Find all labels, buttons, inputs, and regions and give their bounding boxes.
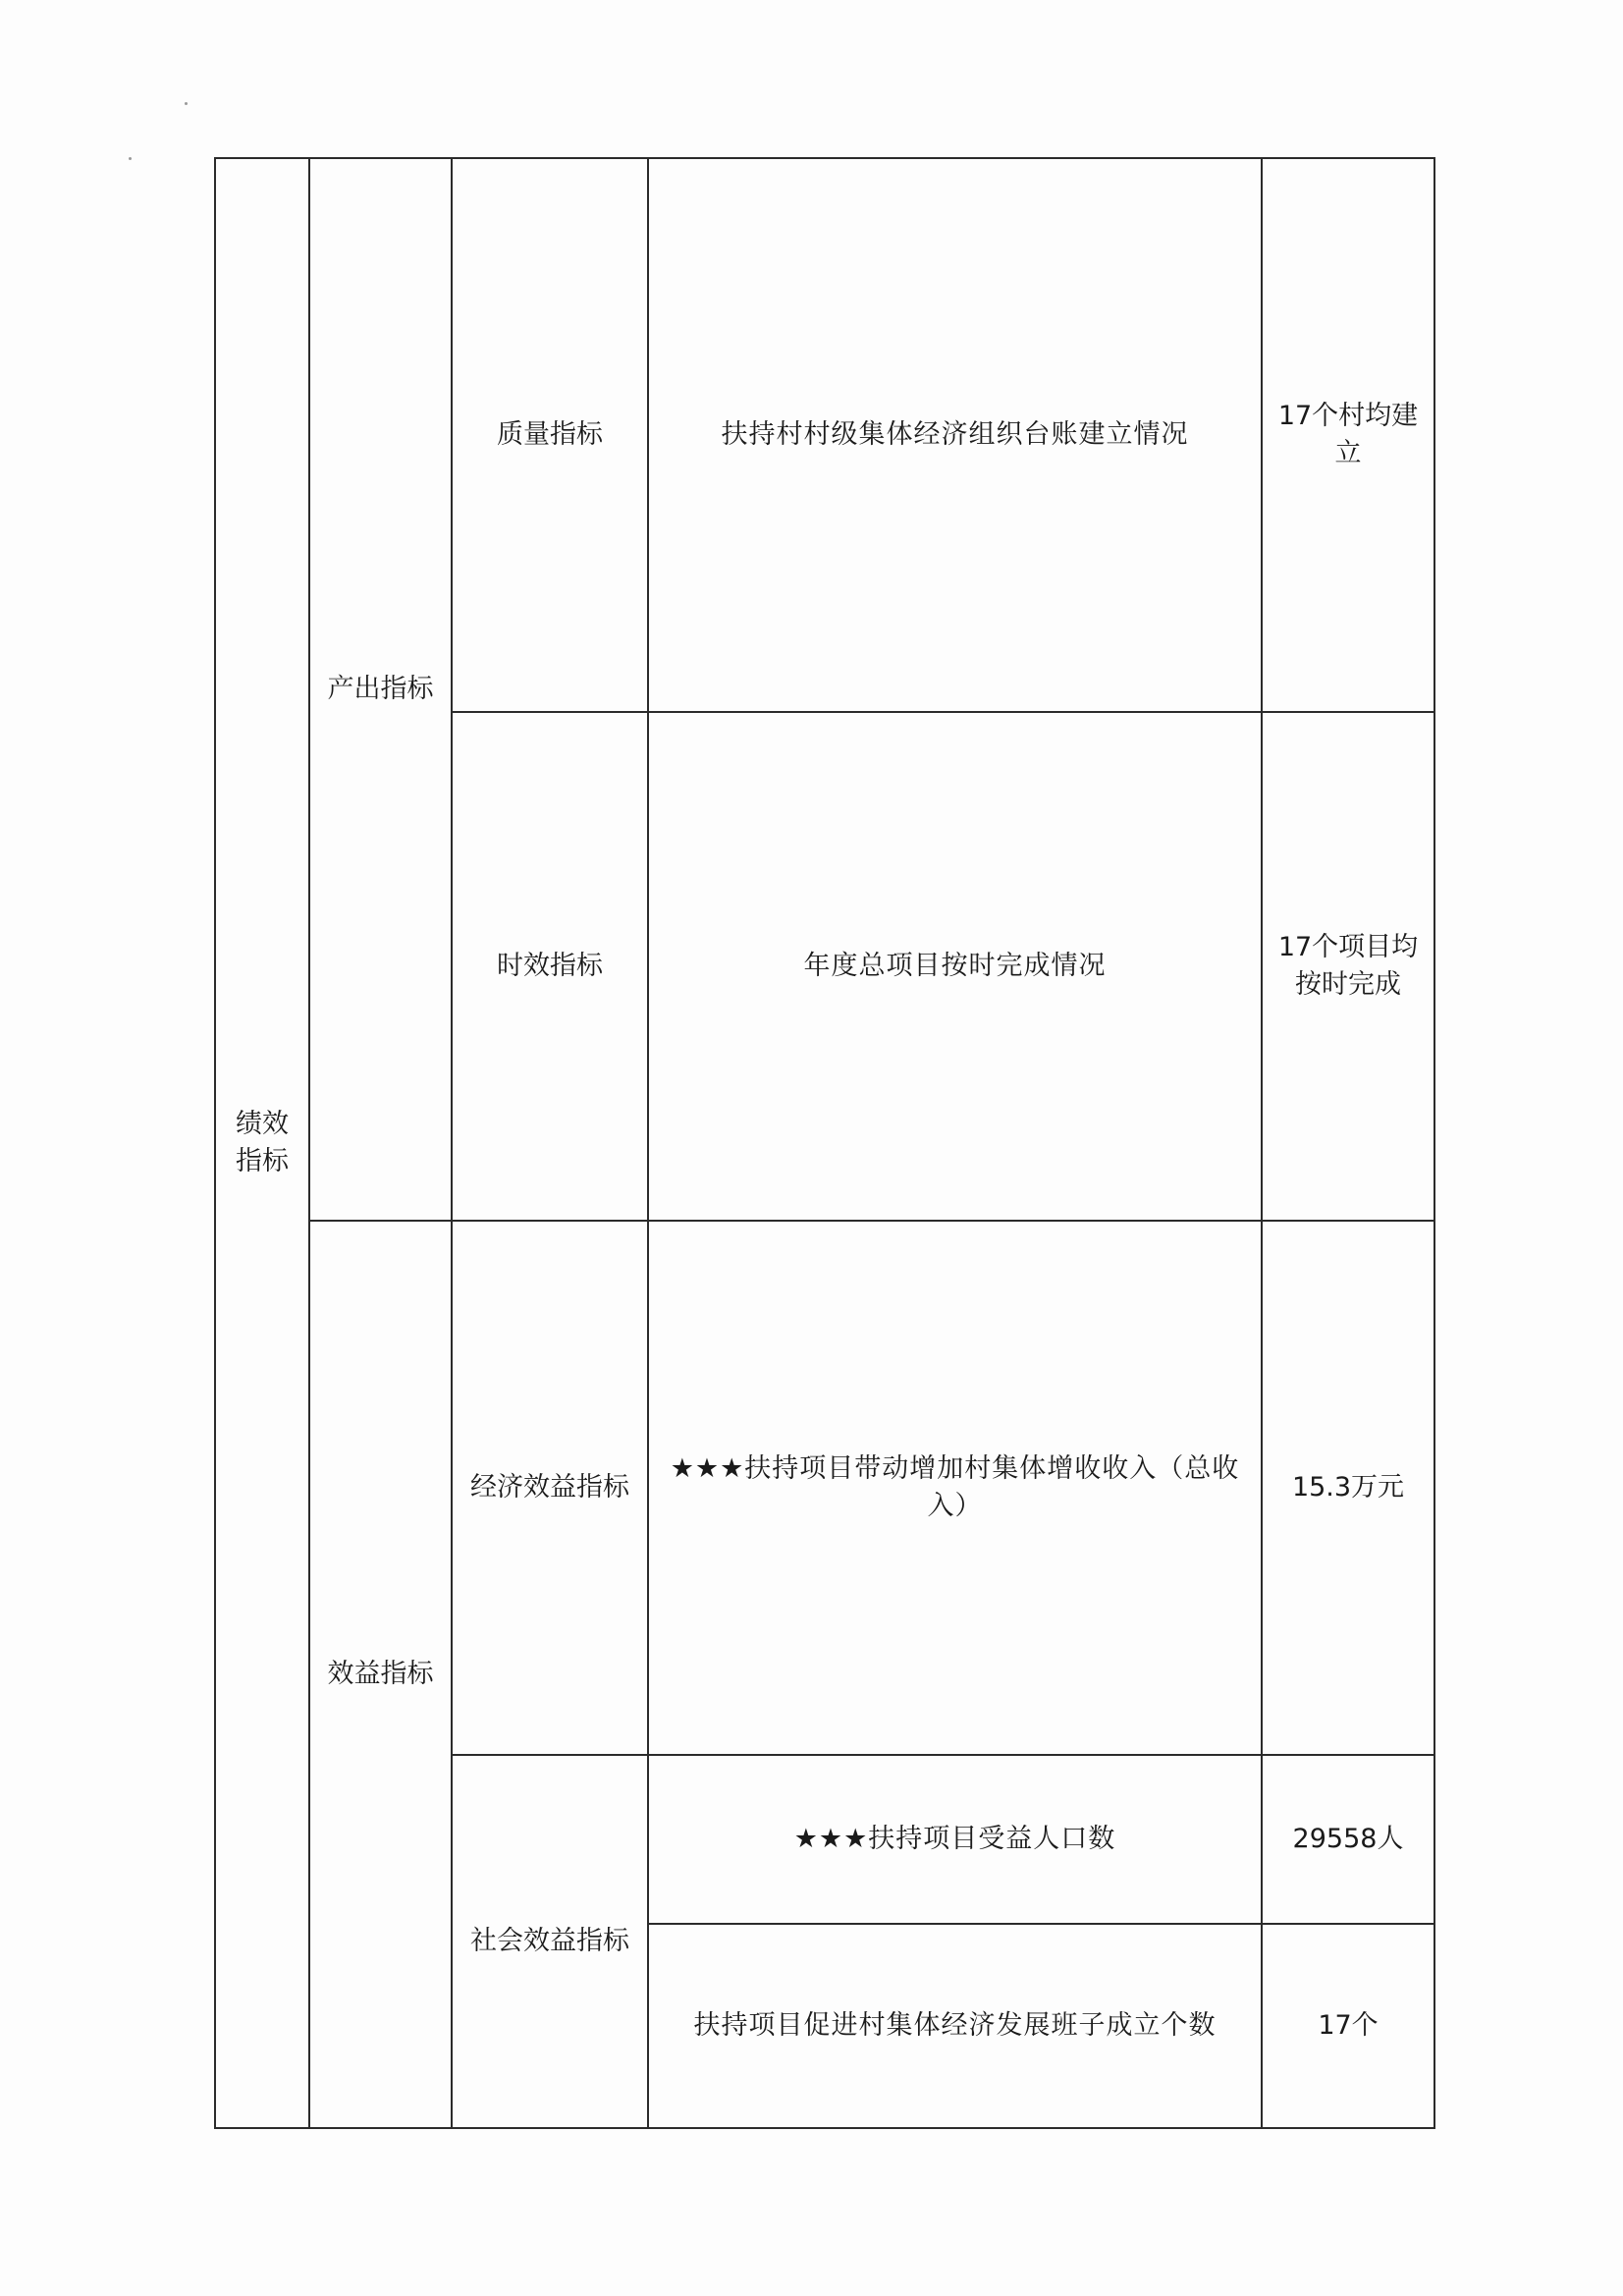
indicator-content-cell: ★★★扶持项目受益人口数 [648, 1755, 1262, 1924]
scan-speck [185, 102, 188, 105]
indicator-content-cell: 扶持村村级集体经济组织台账建立情况 [648, 158, 1262, 712]
level2-indicator-cell: 效益指标 [309, 1221, 452, 2128]
indicator-value-cell: 17个项目均按时完成 [1262, 712, 1434, 1221]
level2-indicator-cell: 产出指标 [309, 158, 452, 1221]
indicator-value-cell: 17个村均建立 [1262, 158, 1434, 712]
table-row [215, 158, 1434, 712]
level3-indicator-cell: 时效指标 [452, 712, 648, 1221]
indicator-content-cell: 年度总项目按时完成情况 [648, 712, 1262, 1221]
level3-indicator-cell: 质量指标 [452, 158, 648, 712]
level3-indicator-cell: 社会效益指标 [452, 1755, 648, 2128]
performance-indicator-table [214, 157, 1435, 2129]
indicator-value-cell: 15.3万元 [1262, 1221, 1434, 1755]
level1-indicator-cell: 绩效指标 [215, 158, 309, 2128]
indicator-value-cell: 29558人 [1262, 1755, 1434, 1924]
indicator-content-cell: 扶持项目促进村集体经济发展班子成立个数 [648, 1924, 1262, 2128]
indicator-content-cell: ★★★扶持项目带动增加村集体增收收入（总收入） [648, 1221, 1262, 1755]
table-row [215, 1221, 1434, 1755]
indicator-value-cell: 17个 [1262, 1924, 1434, 2128]
scan-speck [129, 157, 132, 160]
level3-indicator-cell: 经济效益指标 [452, 1221, 648, 1755]
